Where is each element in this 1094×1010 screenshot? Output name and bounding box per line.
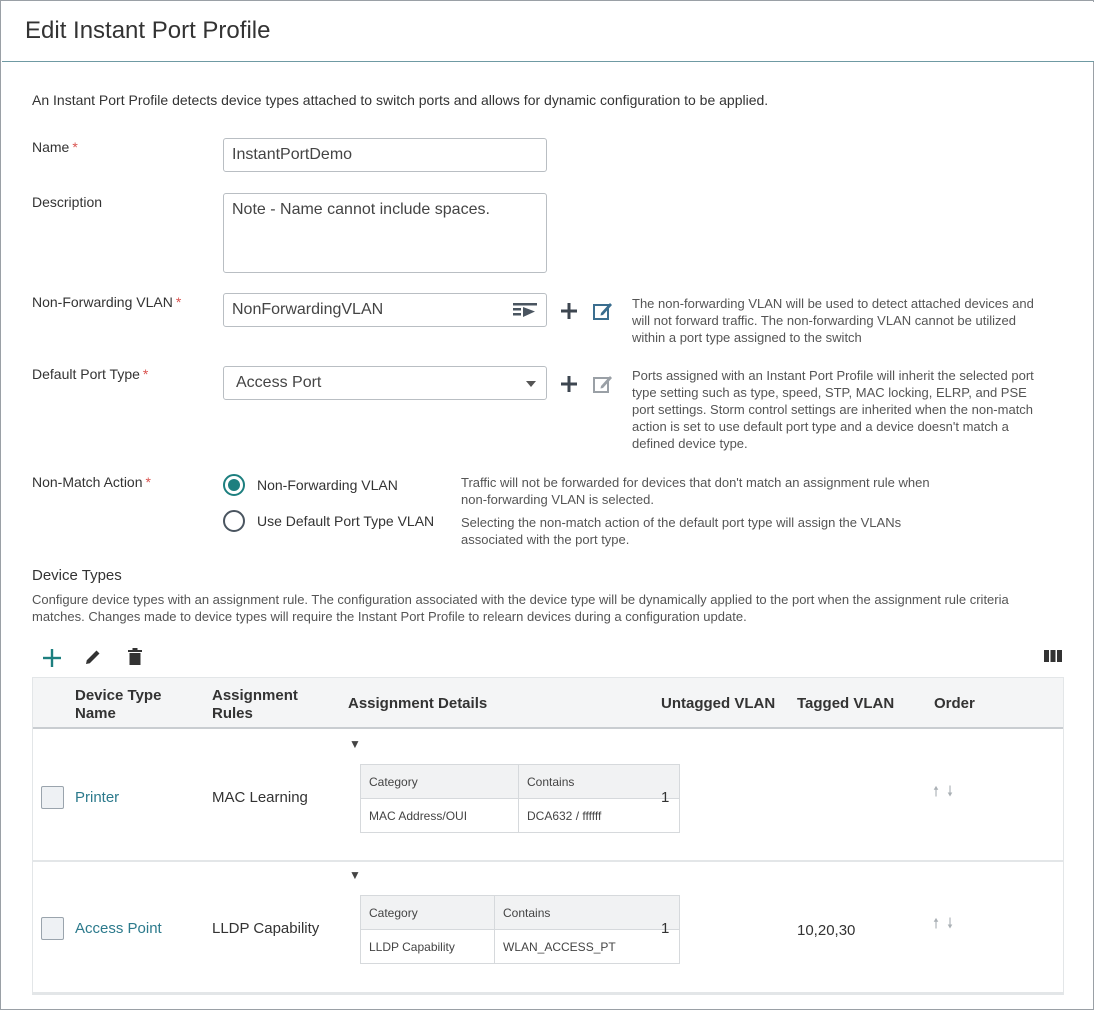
description-label: Description [32, 194, 103, 210]
table-header [33, 678, 1063, 729]
edit-vlan-icon[interactable] [591, 299, 615, 323]
edit-device-type-pencil-icon[interactable] [83, 647, 103, 667]
description-textarea[interactable]: Note - Name cannot include spaces. [223, 193, 547, 273]
device-types-table [32, 677, 1064, 995]
edit-port-type-icon[interactable] [591, 372, 615, 396]
sub-header-category: Category [361, 896, 495, 930]
device-types-title: Device Types [32, 567, 122, 584]
triangle-down-icon[interactable]: ▼ [349, 868, 361, 882]
table-row [33, 863, 1063, 994]
add-device-type-plus-icon[interactable] [41, 647, 63, 669]
required-mark: * [145, 474, 151, 490]
device-type-name-link[interactable]: Printer [75, 789, 120, 806]
delete-device-type-trash-icon[interactable] [125, 647, 145, 667]
radio-default-port-type-vlan-help: Selecting the non-match action of the default port type will assign the VLANs associated with the port type. [461, 515, 902, 547]
device-types-description: Configure device types with an assignment rule. The configuration associated with the device type will be dynamically applied to the port when the assignment rule criteria matches. Changes made to device types will require the Instant Port Profile to relearn devices during a configuration update. [32, 592, 1009, 624]
dialog-title: Edit Instant Port Profile [25, 17, 271, 44]
order-controls [933, 913, 953, 937]
non-forwarding-vlan-help: The non-forwarding VLAN will be used to detect attached devices and will not forward traffic. The non-forwarding VLAN cannot be utilized within a port type assigned to the switch [632, 296, 1034, 345]
sub-value-contains: WLAN_ACCESS_PT [495, 930, 680, 964]
non-match-action-label: Non-Match Action * [32, 474, 151, 490]
intro-text: An Instant Port Profile detects device types attached to switch ports and allows for dynamic configuration to be applied. [32, 92, 769, 108]
arrow-down-icon[interactable]: 🠗 [947, 783, 954, 799]
caret-down-icon [526, 380, 536, 388]
radio-non-forwarding-vlan[interactable] [223, 474, 245, 496]
arrow-up-icon[interactable]: 🠕 [933, 783, 940, 799]
device-type-name-link[interactable]: Access Point [75, 920, 162, 937]
triangle-down-icon[interactable]: ▼ [349, 737, 361, 751]
order-controls [933, 781, 953, 805]
radio-default-port-type-vlan[interactable] [223, 510, 245, 532]
name-input[interactable] [223, 138, 547, 172]
arrow-down-icon[interactable]: 🠗 [947, 915, 954, 931]
untagged-vlan-value: 1 [661, 920, 670, 937]
sub-header-contains: Contains [519, 765, 680, 799]
columns-icon[interactable] [1043, 647, 1063, 665]
assignment-details-table [360, 895, 680, 964]
non-forwarding-vlan-value: NonForwardingVLAN [232, 301, 384, 318]
col-tagged-vlan[interactable]: Tagged VLAN [797, 695, 895, 712]
default-port-type-value: Access Port [236, 374, 322, 391]
row-checkbox[interactable] [41, 917, 64, 940]
default-port-type-label: Default Port Type * [32, 366, 149, 382]
assignment-details-table [360, 764, 680, 833]
col-device-type-name[interactable]: Device Type Name [75, 687, 162, 722]
assignment-rule: MAC Learning [212, 789, 308, 806]
list-picker-icon[interactable] [512, 300, 538, 320]
required-mark: * [175, 294, 182, 310]
sub-header-contains: Contains [495, 896, 680, 930]
sub-value-contains: DCA632 / ffffff [519, 799, 680, 833]
non-forwarding-vlan-label: Non-Forwarding VLAN * [32, 294, 182, 310]
add-vlan-plus-icon[interactable] [559, 301, 579, 321]
add-port-type-plus-icon[interactable] [559, 374, 579, 394]
col-assignment-details[interactable]: Assignment Details [348, 695, 488, 712]
row-checkbox[interactable] [41, 786, 64, 809]
radio-default-port-type-vlan-label[interactable]: Use Default Port Type VLAN [257, 513, 435, 529]
col-untagged-vlan[interactable]: Untagged VLAN [661, 695, 776, 712]
assignment-rule: LLDP Capability [212, 920, 320, 937]
sub-value-category: MAC Address/OUI [361, 799, 519, 833]
table-row [33, 731, 1063, 862]
radio-non-forwarding-vlan-label[interactable]: Non-Forwarding VLAN [257, 477, 398, 493]
untagged-vlan-value: 1 [661, 789, 670, 806]
required-mark: * [72, 139, 78, 155]
sub-value-category: LLDP Capability [361, 930, 495, 964]
dialog-header [2, 2, 1094, 62]
default-port-type-help: Ports assigned with an Instant Port Profile will inherit the selected port type setting such as type, speed, STP, MAC locking, ELRP, and PSE port settings. Storm control settings are inherited when the non-match action is set to use default port type and a device doesn't match a defined device type. [632, 368, 1034, 451]
radio-non-forwarding-vlan-help: Traffic will not be forwarded for devices that don't match an assignment rule when non-forwarding VLAN is selected. [461, 475, 930, 507]
arrow-up-icon[interactable]: 🠕 [933, 915, 940, 931]
col-assignment-rules[interactable]: Assignment Rules [212, 687, 298, 722]
name-label: Name * [32, 139, 78, 155]
non-forwarding-vlan-field[interactable] [223, 293, 547, 327]
required-mark: * [142, 366, 149, 382]
tagged-vlan-value: 10,20,30 [797, 922, 856, 939]
sub-header-category: Category [361, 765, 519, 799]
col-order[interactable]: Order [934, 695, 975, 712]
default-port-type-select[interactable] [223, 366, 547, 400]
